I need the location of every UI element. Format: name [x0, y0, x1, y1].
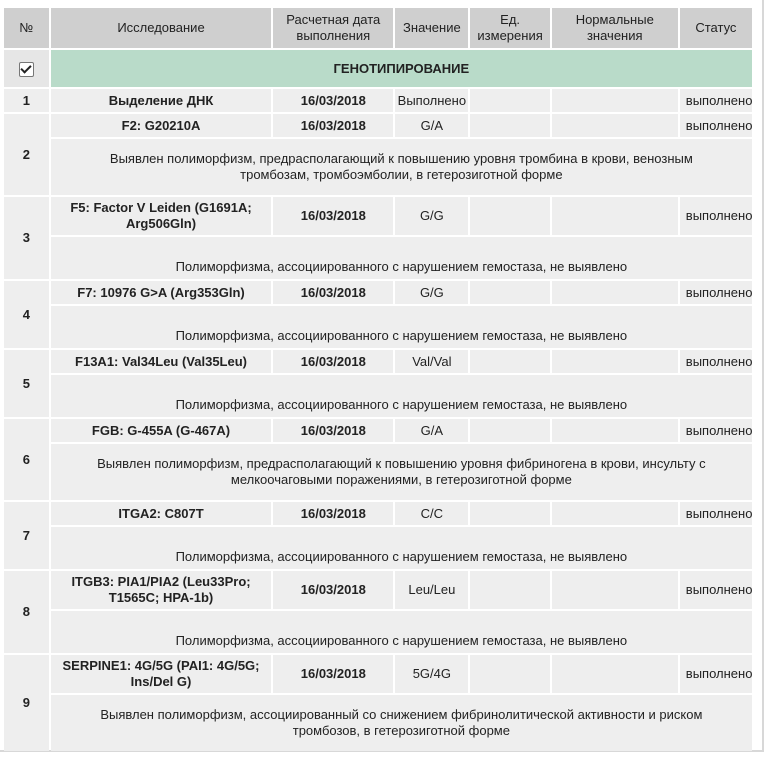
- row-unit: [470, 419, 549, 442]
- row-study: ITGB3: PIA1/PIA2 (Leu33Pro; T1565C; HPA-1b): [51, 571, 272, 609]
- table-row: [4, 571, 752, 609]
- row-date: 16/03/2018: [273, 419, 393, 442]
- row-status: выполнено: [680, 655, 752, 693]
- row-value: G/A: [395, 419, 468, 442]
- row-norm: [552, 197, 678, 235]
- table-row: [4, 502, 752, 525]
- row-date: 16/03/2018: [273, 114, 393, 137]
- row-description: Полиморфизма, ассоциированного с нарушением гемостаза, не выявлено: [51, 375, 752, 417]
- row-description: Полиморфизма, ассоциированного с нарушением гемостаза, не выявлено: [51, 237, 752, 279]
- row-num: 9: [4, 655, 49, 751]
- row-norm: [552, 655, 678, 693]
- row-norm: [552, 114, 678, 137]
- row-unit: [470, 655, 549, 693]
- row-description: Полиморфизма, ассоциированного с нарушением гемостаза, не выявлено: [51, 611, 752, 653]
- table-row: [4, 281, 752, 304]
- header-status: Статус: [680, 8, 752, 48]
- row-norm: [552, 502, 678, 525]
- row-value: Leu/Leu: [395, 571, 468, 609]
- row-description: Полиморфизма, ассоциированного с нарушением гемостаза, не выявлено: [51, 527, 752, 569]
- table-header: [4, 8, 752, 48]
- row-description: Полиморфизма, ассоциированного с нарушением гемостаза, не выявлено: [51, 306, 752, 348]
- row-num: 4: [4, 281, 49, 348]
- results-table: [2, 6, 754, 753]
- row-norm: [552, 350, 678, 373]
- row-study: SERPINE1: 4G/5G (PAI1: 4G/5G; Ins/Del G): [51, 655, 272, 693]
- table-row: [4, 89, 752, 112]
- row-status: выполнено: [680, 281, 752, 304]
- section-checkbox-cell: [4, 50, 49, 87]
- section-checkbox[interactable]: [19, 62, 34, 77]
- row-num: 8: [4, 571, 49, 653]
- row-num: 2: [4, 114, 49, 195]
- row-unit: [470, 89, 549, 112]
- row-value: Выполнено: [395, 89, 468, 112]
- row-date: 16/03/2018: [273, 281, 393, 304]
- header-study: Исследование: [51, 8, 272, 48]
- row-value: G/G: [395, 281, 468, 304]
- header-num: №: [4, 8, 49, 48]
- row-date: 16/03/2018: [273, 350, 393, 373]
- row-description-row: [4, 695, 752, 751]
- table-row: [4, 419, 752, 442]
- row-norm: [552, 419, 678, 442]
- row-unit: [470, 114, 549, 137]
- row-date: 16/03/2018: [273, 655, 393, 693]
- row-value: 5G/4G: [395, 655, 468, 693]
- row-date: 16/03/2018: [273, 502, 393, 525]
- row-status: выполнено: [680, 89, 752, 112]
- section-row: [4, 50, 752, 87]
- row-num: 5: [4, 350, 49, 417]
- row-value: G/G: [395, 197, 468, 235]
- row-description-row: [4, 306, 752, 348]
- row-norm: [552, 281, 678, 304]
- row-description: Выявлен полиморфизм, ассоциированный со снижением фибринолитической активности и риском тромбозов, в гетерозиготной форме: [51, 695, 752, 751]
- row-description: Выявлен полиморфизм, предрасполагающий к повышению уровня фибриногена в крови, инсульту с мелкоочаговыми поражениями, в гетерозиготной форме: [51, 444, 752, 500]
- row-date: 16/03/2018: [273, 89, 393, 112]
- row-description-row: [4, 527, 752, 569]
- row-unit: [470, 350, 549, 373]
- header-unit: Ед. измерения: [470, 8, 549, 48]
- row-study: F13A1: Val34Leu (Val35Leu): [51, 350, 272, 373]
- header-date: Расчетная дата выполнения: [273, 8, 393, 48]
- row-value: G/A: [395, 114, 468, 137]
- row-num: 1: [4, 89, 49, 112]
- table-row: [4, 655, 752, 693]
- row-study: F5: Factor V Leiden (G1691A; Arg506Gln): [51, 197, 272, 235]
- row-num: 6: [4, 419, 49, 500]
- table-row: [4, 197, 752, 235]
- row-unit: [470, 197, 549, 235]
- row-description-row: [4, 444, 752, 500]
- row-num: 3: [4, 197, 49, 279]
- row-study: F7: 10976 G>A (Arg353Gln): [51, 281, 272, 304]
- table-row: [4, 350, 752, 373]
- row-value: Val/Val: [395, 350, 468, 373]
- row-description-row: [4, 139, 752, 195]
- header-norm: Нормальные значения: [552, 8, 678, 48]
- row-status: выполнено: [680, 114, 752, 137]
- row-status: выполнено: [680, 571, 752, 609]
- row-description-row: [4, 611, 752, 653]
- row-description-row: [4, 237, 752, 279]
- row-num: 7: [4, 502, 49, 569]
- row-description: Выявлен полиморфизм, предрасполагающий к повышению уровня тромбина в крови, венозным тромбозам, тромбоэмболии, в гетерозиготной форме: [51, 139, 752, 195]
- row-study: FGB: G-455A (G-467A): [51, 419, 272, 442]
- row-norm: [552, 571, 678, 609]
- header-value: Значение: [395, 8, 468, 48]
- row-unit: [470, 571, 549, 609]
- row-date: 16/03/2018: [273, 571, 393, 609]
- section-title: ГЕНОТИПИРОВАНИЕ: [51, 50, 752, 87]
- row-unit: [470, 502, 549, 525]
- row-status: выполнено: [680, 350, 752, 373]
- row-study: ITGA2: C807T: [51, 502, 272, 525]
- row-study: Выделение ДНК: [51, 89, 272, 112]
- row-value: C/C: [395, 502, 468, 525]
- row-date: 16/03/2018: [273, 197, 393, 235]
- row-status: выполнено: [680, 197, 752, 235]
- row-status: выполнено: [680, 502, 752, 525]
- row-description-row: [4, 375, 752, 417]
- row-status: выполнено: [680, 419, 752, 442]
- table-row: [4, 114, 752, 137]
- row-unit: [470, 281, 549, 304]
- row-norm: [552, 89, 678, 112]
- row-study: F2: G20210A: [51, 114, 272, 137]
